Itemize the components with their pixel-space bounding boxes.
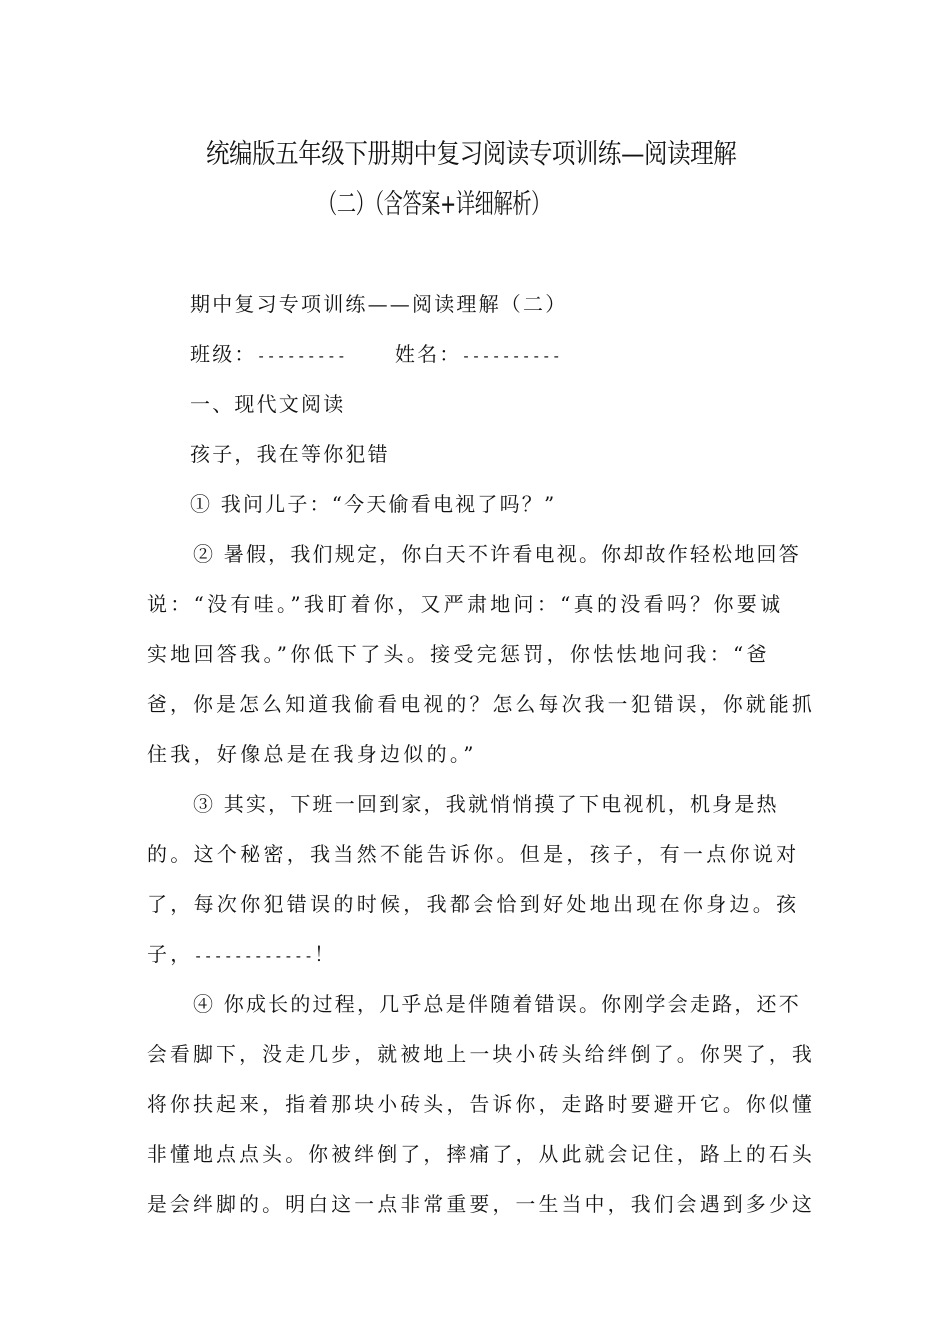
paragraph-4-line: 将你扶起来，指着那块小砖头，告诉你，走路时要避开它。你似懂 — [147, 1092, 816, 1116]
name-label: 姓名： — [394, 342, 462, 366]
paragraph-3-line: 的。这个秘密，我当然不能告诉你。但是，孩子，有一点你说对 — [147, 842, 800, 866]
subtitle: 期中复习专项训练——阅读理解（二） — [190, 292, 568, 316]
paragraph-2-line: 实地回答我。”你低下了头。接受完惩罚，你怯怯地问我：“爸 — [147, 642, 770, 666]
paragraph-4-line: ④ 你成长的过程，几乎总是伴随着错误。你刚学会走路，还不 — [193, 992, 801, 1016]
paragraph-4-line: 非懂地点点头。你被绊倒了，摔痛了，从此就会记住，路上的石头 — [147, 1142, 816, 1166]
document-title-line-1: 统编版五年级下册期中复习阅读专项训练—阅读理解 — [206, 139, 737, 170]
paragraph-3-suffix: ！ — [313, 942, 338, 966]
document-title-line-2: （二）（含答案+详细解析） — [318, 189, 550, 220]
paragraph-2-line: 爸，你是怎么知道我偷看电视的？怎么每次我一犯错误，你就能抓 — [147, 692, 816, 716]
paragraph-1: ① 我问儿子：“今天偷看电视了吗？” — [190, 492, 557, 516]
section-heading: 一、现代文阅读 — [190, 392, 346, 416]
paragraph-4-line: 会看脚下，没走几步，就被地上一块小砖头给绊倒了。你哭了，我 — [147, 1042, 816, 1066]
fill-in-blank: ------------ — [193, 947, 314, 965]
paragraph-2-line: ② 暑假，我们规定，你白天不许看电视。你却故作轻松地回答 — [193, 542, 801, 566]
class-name-row — [190, 338, 562, 367]
class-blank: --------- — [256, 347, 347, 365]
paragraph-2-line: 住我，好像总是在我身边似的。” — [147, 742, 477, 766]
paragraph-2-line: 说：“没有哇。”我盯着你，又严肃地问：“真的没看吗？你要诚 — [147, 592, 784, 616]
name-blank: ---------- — [461, 347, 562, 365]
article-title: 孩子，我在等你犯错 — [190, 442, 390, 466]
paragraph-3-prefix: 子， — [147, 942, 194, 966]
paragraph-3-line: ③ 其实，下班一回到家，我就悄悄摸了下电视机，机身是热 — [193, 792, 779, 816]
paragraph-4-line: 是会绊脚的。明白这一点非常重要，一生当中，我们会遇到多少这 — [147, 1192, 816, 1216]
paragraph-3-last-line — [147, 938, 337, 967]
paragraph-3-line: 了，每次你犯错误的时候，我都会恰到好处地出现在你身边。孩 — [147, 892, 800, 916]
class-label: 班级： — [190, 342, 257, 366]
